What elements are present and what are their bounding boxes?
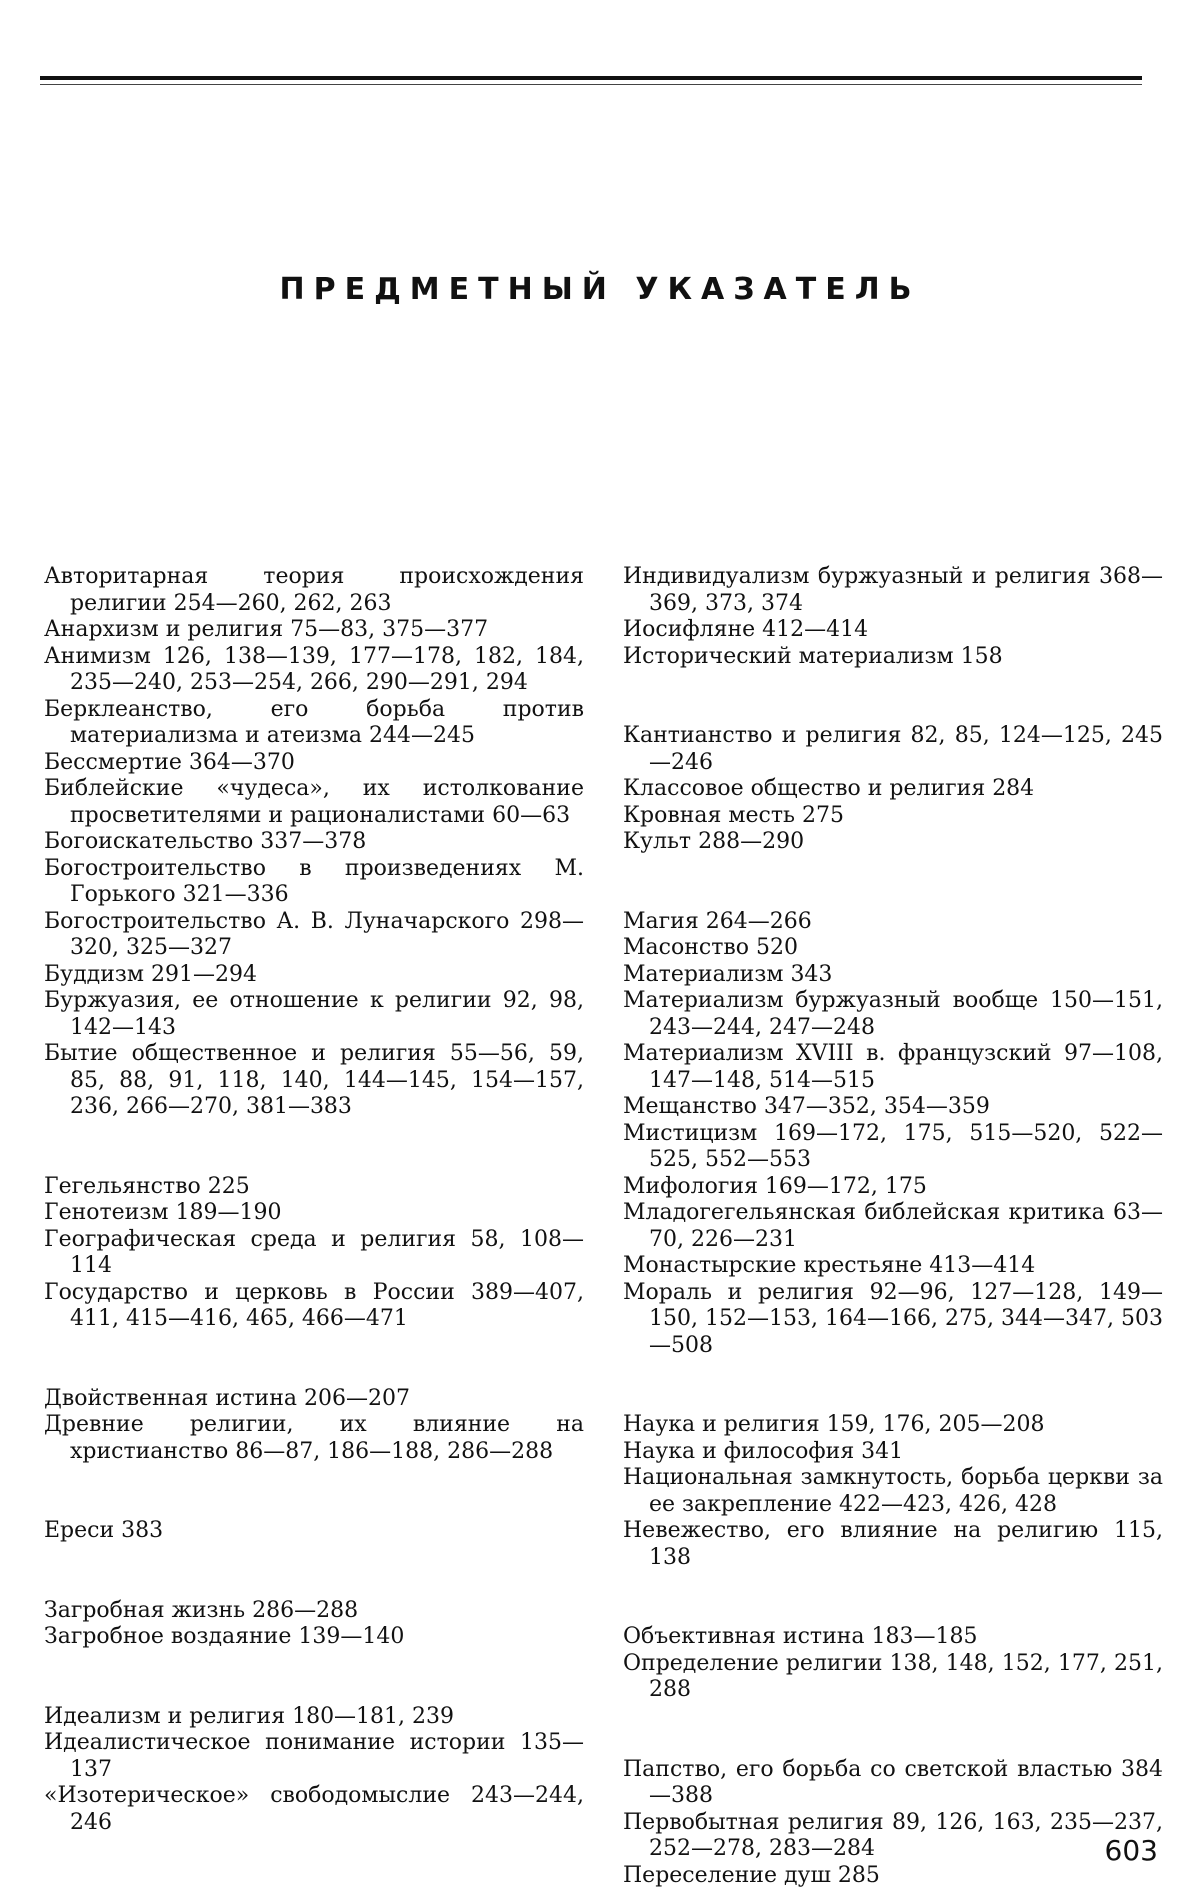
letter-group-gap	[44, 1545, 584, 1598]
index-entry: Ереси 383	[44, 1518, 584, 1545]
index-entry: Иосифляне 412—414	[623, 617, 1163, 644]
index-entry: Масонство 520	[623, 935, 1163, 962]
index-entry: Анархизм и религия 75—83, 375—377	[44, 617, 584, 644]
index-entry: Первобытная религия 89, 126, 163, 235—237, 252—278, 283—284	[623, 1810, 1163, 1863]
index-entry: Исторический материализм 158	[623, 644, 1163, 671]
index-entry: Гегельянство 225	[44, 1174, 584, 1201]
top-rule	[40, 76, 1142, 80]
index-entry: Материализм буржуазный вообще 150—151, 243—244, 247—248	[623, 988, 1163, 1041]
index-entry: Переселение душ 285	[623, 1863, 1163, 1889]
index-entry: Бессмертие 364—370	[44, 750, 584, 777]
index-entry: Кантианство и религия 82, 85, 124—125, 245—246	[623, 723, 1163, 776]
index-entry: Объективная истина 183—185	[623, 1624, 1163, 1651]
index-entry: Мистицизм 169—172, 175, 515—520, 522—525, 552—553	[623, 1121, 1163, 1174]
index-entry: Культ 288—290	[623, 829, 1163, 856]
letter-group-gap	[44, 1651, 584, 1704]
index-entry: Буддизм 291—294	[44, 962, 584, 989]
index-entry: Монастырские крестьяне 413—414	[623, 1253, 1163, 1280]
index-entry: Богоискательство 337—378	[44, 829, 584, 856]
index-entry: Богостроительство в произведениях М. Горького 321—336	[44, 856, 584, 909]
index-entry: Материализм XVIII в. французский 97—108, 147—148, 514—515	[623, 1041, 1163, 1094]
index-entry: Национальная замкнутость, борьба церкви за ее закрепление 422—423, 426, 428	[623, 1465, 1163, 1518]
index-entry: Кровная месть 275	[623, 803, 1163, 830]
page-number: 603	[1105, 1834, 1158, 1867]
letter-group-gap	[44, 1465, 584, 1518]
letter-group-gap	[44, 1333, 584, 1386]
letter-group-gap	[623, 1571, 1163, 1624]
index-entry: Загробное воздаяние 139—140	[44, 1624, 584, 1651]
index-entry: Материализм 343	[623, 962, 1163, 989]
index-entry: Географическая среда и религия 58, 108—114	[44, 1227, 584, 1280]
letter-group-gap	[44, 1121, 584, 1174]
index-entry: Определение религии 138, 148, 152, 177, 251, 288	[623, 1651, 1163, 1704]
letter-group-gap	[623, 1359, 1163, 1412]
index-entry: Авторитарная теория происхождения религии 254—260, 262, 263	[44, 564, 584, 617]
letter-group-gap	[623, 1704, 1163, 1757]
top-rule-thin	[40, 84, 1142, 85]
index-entry: Идеализм и религия 180—181, 239	[44, 1704, 584, 1731]
index-entry: Берклеанство, его борьба против материализма и атеизма 244—245	[44, 697, 584, 750]
index-entry: Загробная жизнь 286—288	[44, 1598, 584, 1625]
index-entry: Мифология 169—172, 175	[623, 1174, 1163, 1201]
index-column-left	[44, 564, 584, 1836]
index-entry: Наука и религия 159, 176, 205—208	[623, 1412, 1163, 1439]
letter-group-gap	[623, 856, 1163, 909]
index-entry: Древние религии, их влияние на христианство 86—87, 186—188, 286—288	[44, 1412, 584, 1465]
index-entry: Анимизм 126, 138—139, 177—178, 182, 184, 235—240, 253—254, 266, 290—291, 294	[44, 644, 584, 697]
index-entry: Магия 264—266	[623, 909, 1163, 936]
index-entry: Бытие общественное и религия 55—56, 59, 85, 88, 91, 118, 140, 144—145, 154—157, 236, 266—270, 381—383	[44, 1041, 584, 1121]
index-entry: Невежество, его влияние на религию 115, 138	[623, 1518, 1163, 1571]
letter-group-gap	[623, 670, 1163, 723]
index-entry: Идеалистическое понимание истории 135—137	[44, 1730, 584, 1783]
index-entry: Буржуазия, ее отношение к религии 92, 98, 142—143	[44, 988, 584, 1041]
index-entry: «Изотерическое» свободомыслие 243—244, 246	[44, 1783, 584, 1836]
index-entry: Мораль и религия 92—96, 127—128, 149—150, 152—153, 164—166, 275, 344—347, 503—508	[623, 1280, 1163, 1360]
index-entry: Богостроительство А. В. Луначарского 298—320, 325—327	[44, 909, 584, 962]
index-entry: Классовое общество и религия 284	[623, 776, 1163, 803]
index-entry: Младогегельянская библейская критика 63—70, 226—231	[623, 1200, 1163, 1253]
page-title: ПРЕДМЕТНЫЙ УКАЗАТЕЛЬ	[0, 272, 1200, 307]
index-entry: Генотеизм 189—190	[44, 1200, 584, 1227]
index-entry: Папство, его борьба со светской властью 384—388	[623, 1757, 1163, 1810]
index-entry: Двойственная истина 206—207	[44, 1386, 584, 1413]
index-entry: Мещанство 347—352, 354—359	[623, 1094, 1163, 1121]
index-entry: Индивидуализм буржуазный и религия 368—369, 373, 374	[623, 564, 1163, 617]
index-entry: Государство и церковь в России 389—407, 411, 415—416, 465, 466—471	[44, 1280, 584, 1333]
index-column-right	[623, 564, 1163, 1889]
index-entry: Наука и философия 341	[623, 1439, 1163, 1466]
index-entry: Библейские «чудеса», их истолкование просветителями и рационалистами 60—63	[44, 776, 584, 829]
